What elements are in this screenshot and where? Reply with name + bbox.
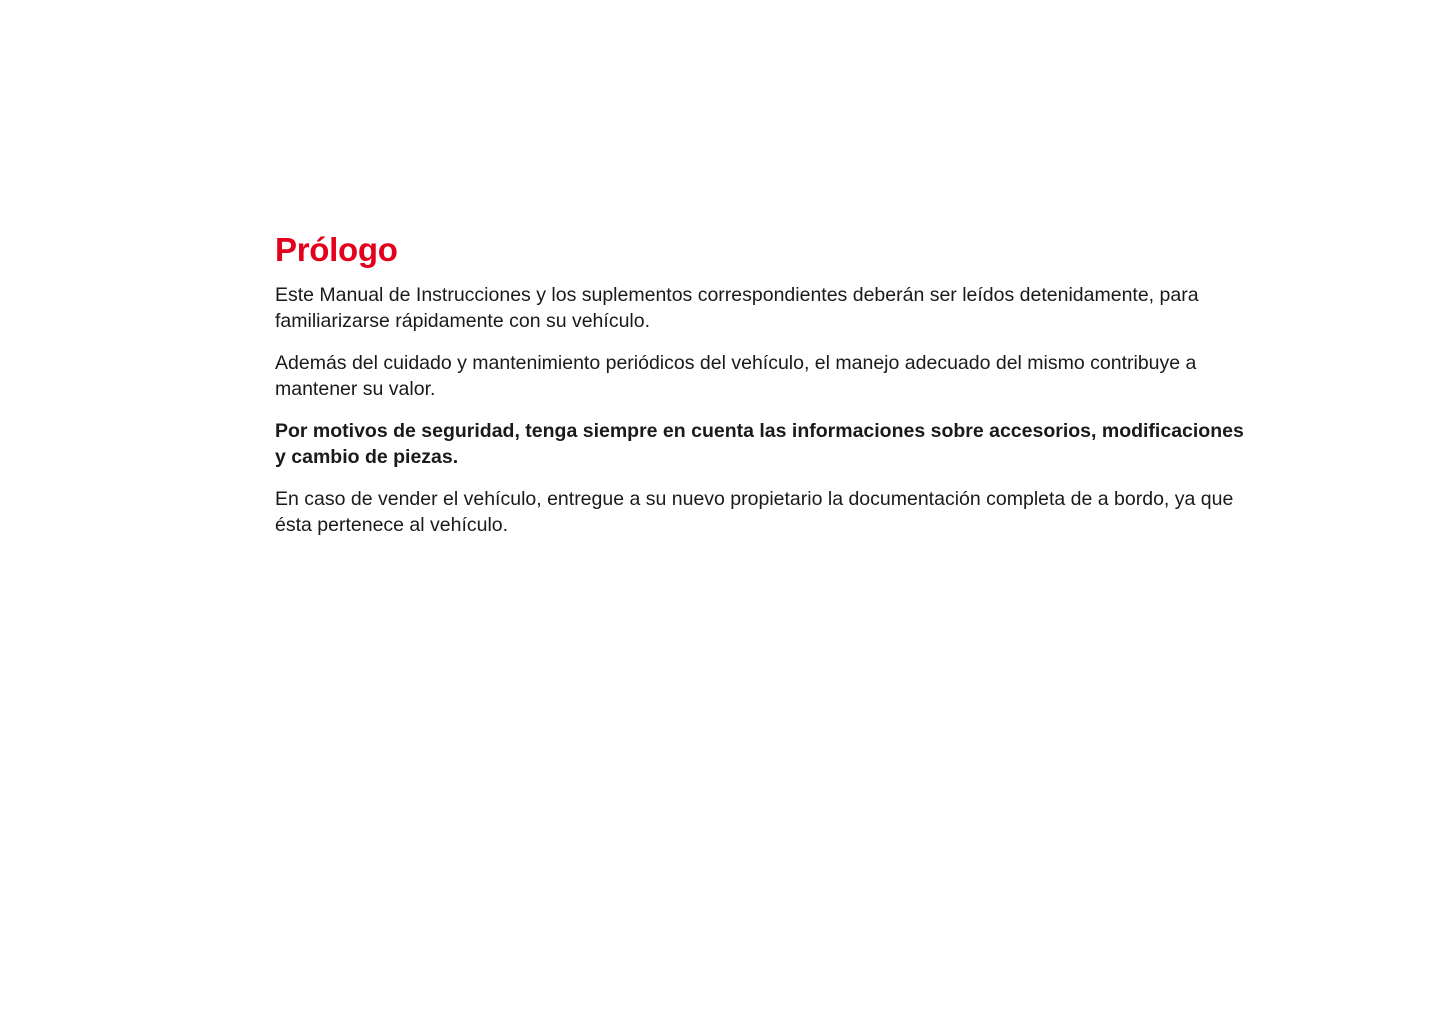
page-title: Prólogo — [275, 231, 398, 268]
paragraph-intro: Este Manual de Instrucciones y los suplementos correspondientes deberán ser leídos detenidamente, para familiarizarse rápidamente con su vehículo. — [275, 284, 1199, 332]
document-body — [275, 228, 1250, 554]
paragraph-maintenance: Además del cuidado y mantenimiento periódicos del vehículo, el manejo adecuado del mismo contribuye a mantener su valor. — [275, 352, 1197, 400]
paragraph-resale: En caso de vender el vehículo, entregue a su nuevo propietario la documentación completa de a bordo, ya que ésta pertenece al vehículo. — [275, 488, 1234, 536]
paragraph-safety-notice: Por motivos de seguridad, tenga siempre en cuenta las informaciones sobre accesorios, modificaciones y cambio de piezas. — [275, 420, 1244, 468]
